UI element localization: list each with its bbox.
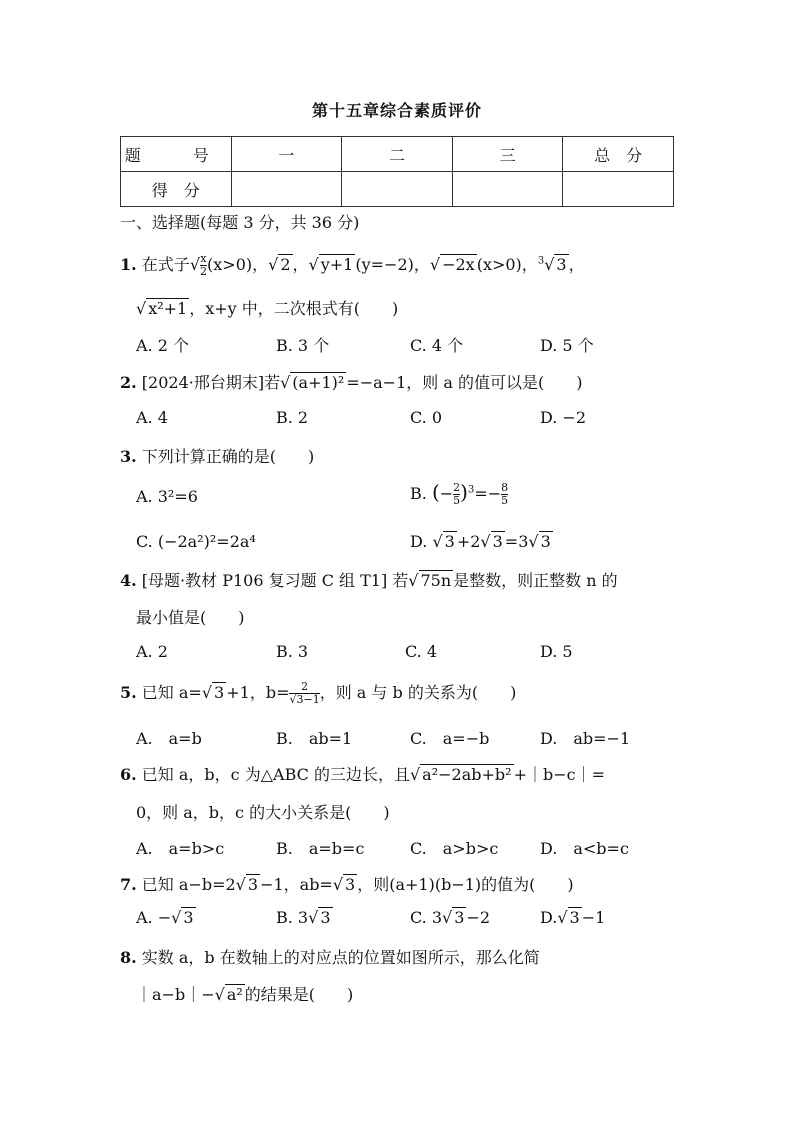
question-2 (120, 370, 582, 393)
section-heading: 一、选择题(每题 3 分，共 36 分) (120, 213, 360, 232)
text: 已知 a= (141, 683, 202, 702)
table-cell: 得 分 (121, 172, 232, 207)
question-number: 3. (120, 447, 137, 466)
text: −1 (581, 908, 606, 927)
text: B. (410, 484, 427, 503)
text: ，则 a 与 b 的关系为( ) (319, 683, 517, 702)
question-number: 7. (120, 875, 137, 894)
option-d[interactable] (540, 908, 605, 927)
option-b[interactable]: B. 3 个 (276, 336, 330, 355)
sqrt-3: √ 3 (308, 908, 331, 927)
sqrt-a-plus-1-squared: √ (a+1)² (280, 373, 345, 392)
option-a[interactable]: A. a=b>c (136, 839, 225, 858)
question-4 (120, 568, 618, 591)
option-a[interactable]: A. 2 个 (136, 336, 189, 355)
question-8-line2 (136, 982, 353, 1005)
option-d[interactable]: D. 5 (540, 642, 573, 661)
text: (x>0)， (476, 255, 538, 274)
sqrt-3: √ 3 (171, 908, 194, 927)
text: 已知 a−b=2 (141, 875, 236, 894)
sqrt-a2-2ab-b2: √ a²−2ab+b² (409, 765, 512, 784)
text: (x>0)， (207, 255, 269, 274)
question-6-line2: 0，则 a，b，c 的大小关系是( ) (136, 803, 390, 822)
question-5 (120, 680, 516, 706)
table-cell: 一 (231, 137, 342, 172)
table-cell: 总 分 (563, 137, 674, 172)
table-cell: 二 (342, 137, 453, 172)
option-a[interactable] (136, 908, 196, 927)
text: ，x+y 中，二次根式有( ) (189, 299, 399, 318)
table-cell: 题 号 (121, 137, 232, 172)
question-7 (120, 872, 574, 895)
cbrt-3: $^3$√ 3 (537, 255, 567, 274)
sqrt-3: √ 3 (442, 908, 465, 927)
sqrt-3: √ 3 (332, 875, 356, 894)
sqrt-a-squared: √ a² (214, 985, 243, 1004)
text: =− (474, 484, 502, 503)
table-row (121, 137, 674, 172)
sqrt-neg-2x: √ −2x (429, 255, 475, 274)
option-b[interactable]: B. 3 (276, 642, 309, 661)
option-a[interactable]: A. 4 (136, 408, 168, 427)
option-c[interactable]: C. (−2a²)²=2a⁴ (136, 532, 256, 551)
text: 下列计算正确的是( ) (141, 447, 315, 466)
text: ｜a−b｜− (136, 985, 215, 1004)
text: 实数 a，b 在数轴上的对应点的位置如图所示，那么化简 (141, 948, 540, 967)
question-1 (120, 252, 585, 278)
expression: √ 3 +2√ 3 =3√ 3 (432, 532, 551, 551)
score-input-cell[interactable] (563, 172, 674, 207)
option-b[interactable]: B. ab=1 (276, 729, 353, 748)
text: C. 3 (410, 908, 443, 927)
score-table (120, 136, 674, 207)
question-1-line2 (136, 296, 398, 319)
option-d[interactable] (410, 532, 553, 551)
question-6 (120, 762, 605, 785)
expression: − $\frac{2}{5}$ (439, 481, 461, 507)
score-input-cell[interactable] (452, 172, 563, 207)
text: −1，ab= (260, 875, 333, 894)
fraction: $\frac{2}{√3-1}$ (289, 680, 320, 706)
text: +｜b−c｜= (513, 765, 605, 784)
text: 已知 a，b，c 为△ABC 的三边长，且 (141, 765, 410, 784)
text: −2 (466, 908, 491, 927)
option-d[interactable]: D. ab=−1 (540, 729, 631, 748)
option-c[interactable] (410, 908, 490, 927)
text: ， (568, 255, 585, 274)
option-d[interactable]: D. a<b=c (540, 839, 629, 858)
text: ， (292, 255, 309, 274)
option-b[interactable]: B. (− $\frac{2}{5}$ )$^3$=− $\frac{8}{5}$ (410, 480, 509, 507)
text: 的结果是( ) (244, 985, 354, 1004)
option-d[interactable]: D. −2 (540, 408, 587, 427)
question-number: 8. (120, 948, 137, 967)
sqrt-3: √ 3 (201, 683, 225, 702)
sqrt-3: √ 3 (557, 908, 580, 927)
question-number: 5. (120, 683, 137, 702)
sqrt-3: √ 3 (235, 875, 259, 894)
score-input-cell[interactable] (342, 172, 453, 207)
sqrt-75n: √ 75n (408, 571, 452, 590)
question-number: 2. (120, 373, 137, 392)
option-a[interactable]: A. 2 (136, 642, 168, 661)
option-c[interactable]: C. 4 个 (410, 336, 464, 355)
text: ，则(a+1)(b−1)的值为( ) (357, 875, 574, 894)
expression: $\frac{8}{5}$ (501, 481, 509, 507)
text: A. − (136, 908, 172, 927)
option-d[interactable]: D. 5 个 (540, 336, 594, 355)
question-3 (120, 444, 314, 467)
text: B. 3 (276, 908, 309, 927)
sqrt-y-plus-1: √ y+1 (308, 255, 354, 274)
option-b[interactable] (276, 908, 333, 927)
text: 是整数，则正整数 n 的 (453, 571, 618, 590)
text: 在式子 (141, 255, 190, 274)
option-c[interactable]: C. 4 (405, 642, 438, 661)
text: D. (410, 532, 428, 551)
table-cell: 三 (452, 137, 563, 172)
sqrt-x2-plus-1: √ x²+1 (136, 299, 188, 318)
table-row (121, 172, 674, 207)
sqrt-x-over-2: √ $\frac{x}{2}$ (189, 252, 208, 278)
option-c[interactable]: C. a=−b (410, 729, 490, 748)
sqrt-2: √ 2 (268, 255, 291, 274)
option-a[interactable]: A. 3²=6 (136, 487, 198, 506)
question-number: 6. (120, 765, 137, 784)
option-c[interactable]: C. a>b>c (410, 839, 499, 858)
text: [母题·教材 P106 复习题 C 组 T1] 若 (141, 571, 409, 590)
option-b[interactable]: B. 2 (276, 408, 309, 427)
score-input-cell[interactable] (231, 172, 342, 207)
expression: ) (460, 480, 468, 504)
text: =−a−1，则 a 的值可以是( ) (346, 373, 583, 392)
page-title: 第十五章综合素质评价 (311, 101, 482, 120)
option-b[interactable]: B. a=b=c (276, 839, 365, 858)
question-8 (120, 945, 540, 968)
question-number: 4. (120, 571, 137, 590)
text: [2024·邢台期末]若 (141, 373, 281, 392)
text: (y=−2)， (355, 255, 430, 274)
option-c[interactable]: C. 0 (410, 408, 443, 427)
text: +1，b= (226, 683, 290, 702)
text: D. (540, 908, 558, 927)
option-a[interactable]: A. a=b (136, 729, 202, 748)
question-4-line2: 最小值是( ) (136, 608, 245, 627)
expression: ( (431, 480, 440, 504)
question-number: 1. (120, 255, 137, 274)
